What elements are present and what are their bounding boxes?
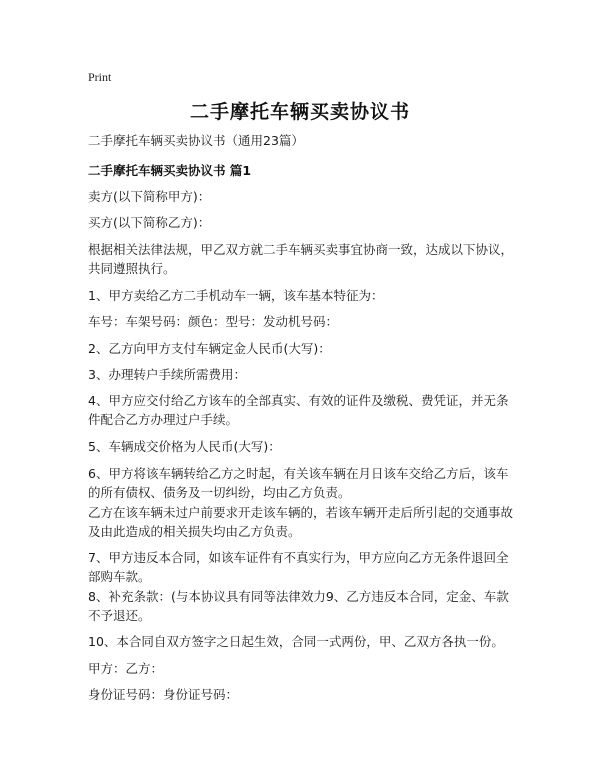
document-subtitle: 二手摩托车辆买卖协议书（通用23篇） <box>88 133 304 148</box>
paragraph-clause-10: 10、本合同自双方签字之日起生效，合同一式两份，甲、乙双方各执一份。 <box>88 634 504 649</box>
paragraph-clause-8: 8、补充条款：(与本协议具有同等法律效力9、乙方违反本合同，定金、车款不予退还。 <box>88 589 509 623</box>
paragraph-buyer: 买方(以下简称乙方)： <box>88 215 211 230</box>
paragraph-clause-6-note: 乙方在该车辆未过户前要求开走该车辆的，若该车辆开走后所引起的交通事故及由此造成的相关损失均由乙方负责。 <box>88 505 514 539</box>
paragraph-preamble: 根据相关法律法规，甲乙双方就二手车辆买卖事宜协商一致，达成以下协议，共同遵照执行。 <box>88 242 514 276</box>
print-label[interactable]: Print <box>88 70 112 84</box>
paragraph-seller: 卖方(以下简称甲方)： <box>88 189 211 204</box>
paragraph-clause-5: 5、车辆成交价格为人民币(大写)： <box>88 439 281 454</box>
paragraph-clause-7: 7、甲方违反本合同，如该车证件有不真实行为，甲方应向乙方无条件退回全部购车款。 <box>88 550 509 584</box>
paragraph-clause-2: 2、乙方向甲方支付车辆定金人民币(大写)： <box>88 341 331 356</box>
section-heading: 二手摩托车辆买卖协议书 篇1 <box>88 163 252 178</box>
paragraph-vehicle-info: 车号：车架号码：颜色：型号：发动机号码： <box>88 314 339 329</box>
paragraph-clause-1: 1、甲方卖给乙方二手机动车一辆，该车基本特征为： <box>88 288 384 303</box>
paragraph-signatures: 甲方：乙方： <box>88 661 164 676</box>
paragraph-clause-6: 6、甲方将该车辆转给乙方之时起，有关该车辆在月日该车交给乙方后，该车的所有债权、债务及一切纠纷，均由乙方负责。 <box>88 466 509 500</box>
paragraph-clause-3: 3、办理转户手续所需费用： <box>88 367 246 382</box>
paragraph-clause-4: 4、甲方应交付给乙方该车的全部真实、有效的证件及缴税、费凭证，并无条件配合乙方办理过户手续。 <box>88 393 509 427</box>
paragraph-id-numbers: 身份证号码：身份证号码： <box>88 687 239 702</box>
document-title: 二手摩托车辆买卖协议书 <box>189 101 410 123</box>
